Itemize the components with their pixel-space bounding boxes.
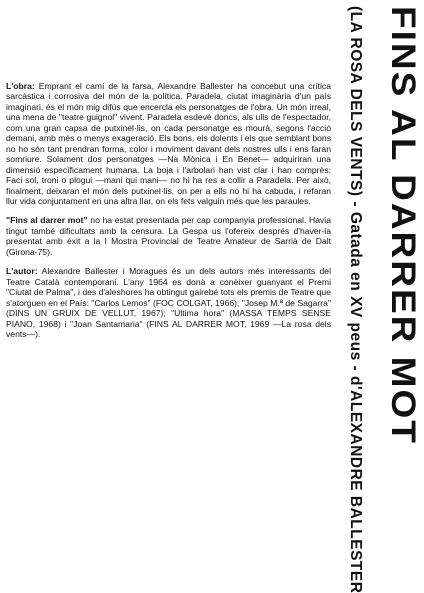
obra-label: L'obra:	[6, 81, 35, 91]
autor-paragraph	[6, 266, 331, 339]
obra-text: Emprant el camí de la farsa, Alexandre Ballester ha concebut una crítica sarcàstica i corrosiva del món de la política. Paradela, ciutat imaginària d'un país imaginari, és el món mig difús que encercla els personatges de l'obra. Un món irreal, una mena de "teatre guignol" vivent. Paradela esdevé doncs, als ulls de l'espectador, com una gran capsa de putxinel·lis, on cada personatge es mourà, segons l'acció demani, amb més o menys exageració. Els bons, els dolents i els que semblant bons no ho són tant prendran forma, color i moviment davant dels nostres ulls i ens faran somriure. Solament dos personatges —Na Mònica i En Benet— adquiriran una dimensió específicament humana. La boja i l'arbolari han vist clar i han comprès: Faci sol, troni o plogui —mani qui mani— no hi ha res a collir a Paradela. Per això, finalment, deixaran el món dels putxinel·lis, on per a ells no hi ha cabuda, i refaran llur vida conjuntament en una altra llar, on els fets valguin més que les paraules.	[6, 81, 331, 206]
play-title-quote: "Fins al darrer mot"	[6, 215, 88, 226]
obra-paragraph	[6, 81, 331, 206]
autor-text: Alexandre Ballester i Moragues és un dels autors més interessants del Teatre Català contemporani. L'any 1964 es donà a conèixer guanyant el Premi "Ciutat de Palma", i des d'aleshores ha obtingut gairebé tots els premis de Teatre que s'atorguen en el País: "Carlos Lemos" (FOC COLGAT, 1966); "Josep M.ª de Sagarra" (DINS UN GRUIX DE VELLUT, 1967); "Ultima hora" (MASSA TEMPS SENSE PIANO, 1968) i "Joan Santamaria" (FINS AL DARRER MOT, 1969 —La rosa dels vents—).	[6, 266, 331, 339]
autor-label: L'autor:	[6, 266, 38, 277]
historia-paragraph	[6, 215, 331, 257]
body-column	[6, 81, 331, 348]
main-title: FINS AL DARRER MOT	[384, 6, 423, 445]
vertical-title-block	[346, 6, 423, 593]
subtitle: (LA ROSA DELS VENTS) - Gatada en XV peus - d'ALEXANDRE BALLESTER	[347, 6, 364, 593]
historia-text: no ha estat presentada per cap companyia professional. Havia tingut també dificultats amb la censura. La Gespa us l'ofereix després d'haver-la presentat amb èxit a la I Mostra Provincial de Teatre Amateur de Sarrià de Dalt (Girona-75).	[6, 215, 331, 257]
